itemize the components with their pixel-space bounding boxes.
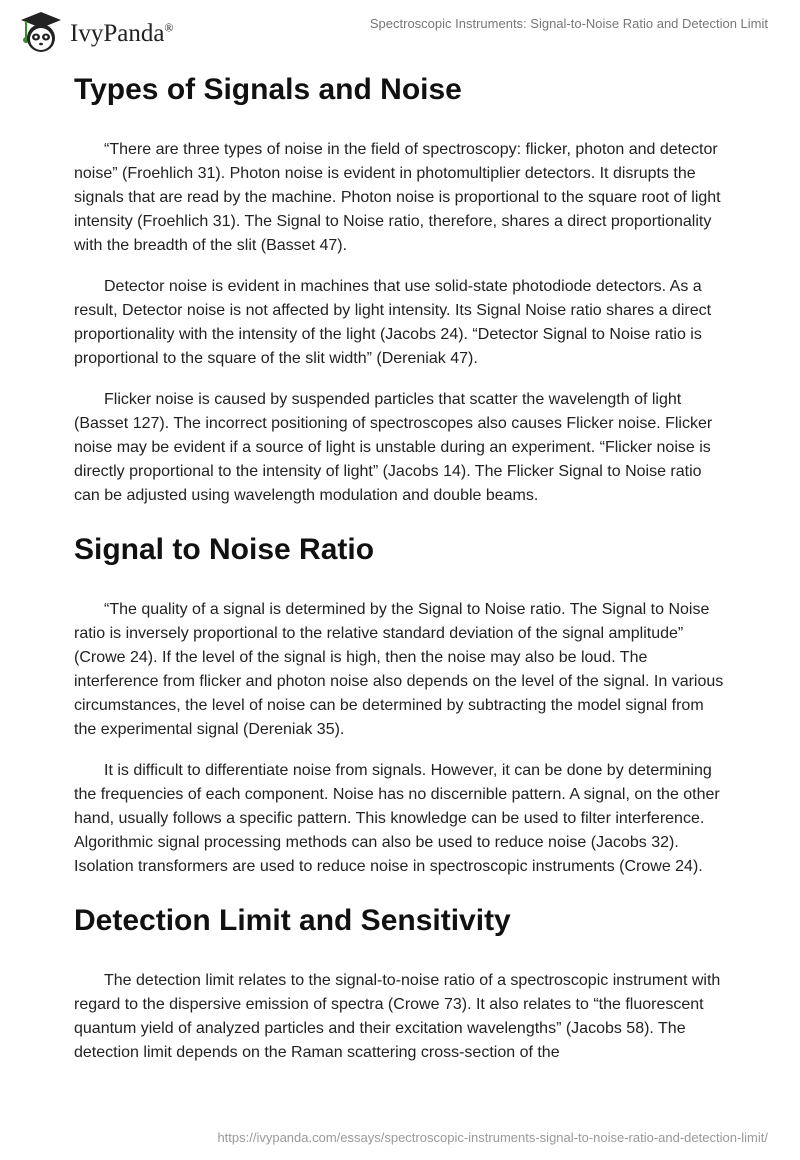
logo-text: IvyPanda bbox=[70, 20, 165, 47]
source-url[interactable]: https://ivypanda.com/essays/spectroscopic-instruments-signal-to-noise-ratio-and-detection-limit/ bbox=[217, 1130, 768, 1145]
ivypanda-logo[interactable] bbox=[18, 8, 174, 54]
section-heading: Signal to Noise Ratio bbox=[74, 533, 375, 566]
section-heading: Types of Signals and Noise bbox=[74, 73, 462, 106]
page-header bbox=[0, 0, 800, 60]
registered-mark: ® bbox=[164, 20, 174, 35]
document-title: Spectroscopic Instruments: Signal-to-Noise Ratio and Detection Limit bbox=[369, 16, 768, 31]
paragraph: It is difficult to differentiate noise from signals. However, it can be done by determining the frequencies of each component. Noise has no discernible pattern. A signal, on the other hand, usually follows a specific pattern. This knowledge can be used to filter interference. Algorithmic signal processing methods can also be used to reduce noise (Jacobs 32). Isolation transformers are used to reduce noise in spectroscopic instruments (Crowe 24). bbox=[74, 762, 720, 875]
paragraph: Flicker noise is caused by suspended particles that scatter the wavelength of light (Basset 127). The incorrect positioning of spectroscopes also causes Flicker noise. Flicker noise may be evident if a source of light is unstable during an experiment. “Flicker noise is directly proportional to the intensity of light” (Jacobs 14). The Flicker Signal to Noise ratio can be adjusted using wavelength modulation and double beams. bbox=[74, 391, 713, 504]
section-heading: Detection Limit and Sensitivity bbox=[74, 904, 511, 937]
paragraph: The detection limit relates to the signal-to-noise ratio of a spectroscopic instrument with regard to the dispersive emission of spectra (Crowe 73). It also relates to “the fluorescent quantum yield of analyzed particles and their excitation wavelengths” (Jacobs 58). The detection limit depends on the Raman scattering cross-section of the bbox=[74, 972, 721, 1061]
paragraph: “There are three types of noise in the field of spectroscopy: flicker, photon and detector noise” (Froehlich 31). Photon noise is evident in photomultiplier detectors. It disrupts the signals that are read by the machine. Photon noise is proportional to the square root of light intensity (Froehlich 31). The Signal to Noise ratio, therefore, shares a direct proportionality with the breadth of the slit (Basset 47). bbox=[74, 141, 721, 254]
panda-graduate-icon bbox=[18, 8, 64, 54]
article-body bbox=[74, 68, 730, 1082]
paragraph: Detector noise is evident in machines that use solid-state photodiode detectors. As a result, Detector noise is not affected by light intensity. Its Signal Noise ratio shares a direct proportionality with the intensity of the light (Jacobs 24). “Detector Signal to Noise ratio is proportional to the square of the slit width” (Dereniak 47). bbox=[74, 278, 712, 367]
paragraph: “The quality of a signal is determined by the Signal to Noise ratio. The Signal to Noise ratio is inversely proportional to the relative standard deviation of the signal amplitude” (Crowe 24). If the level of the signal is high, then the noise may also be loud. The interference from flicker and photon noise also depends on the level of the signal. In various circumstances, the level of noise can be determined by subtracting the model signal from the experimental signal (Dereniak 35). bbox=[74, 601, 724, 738]
